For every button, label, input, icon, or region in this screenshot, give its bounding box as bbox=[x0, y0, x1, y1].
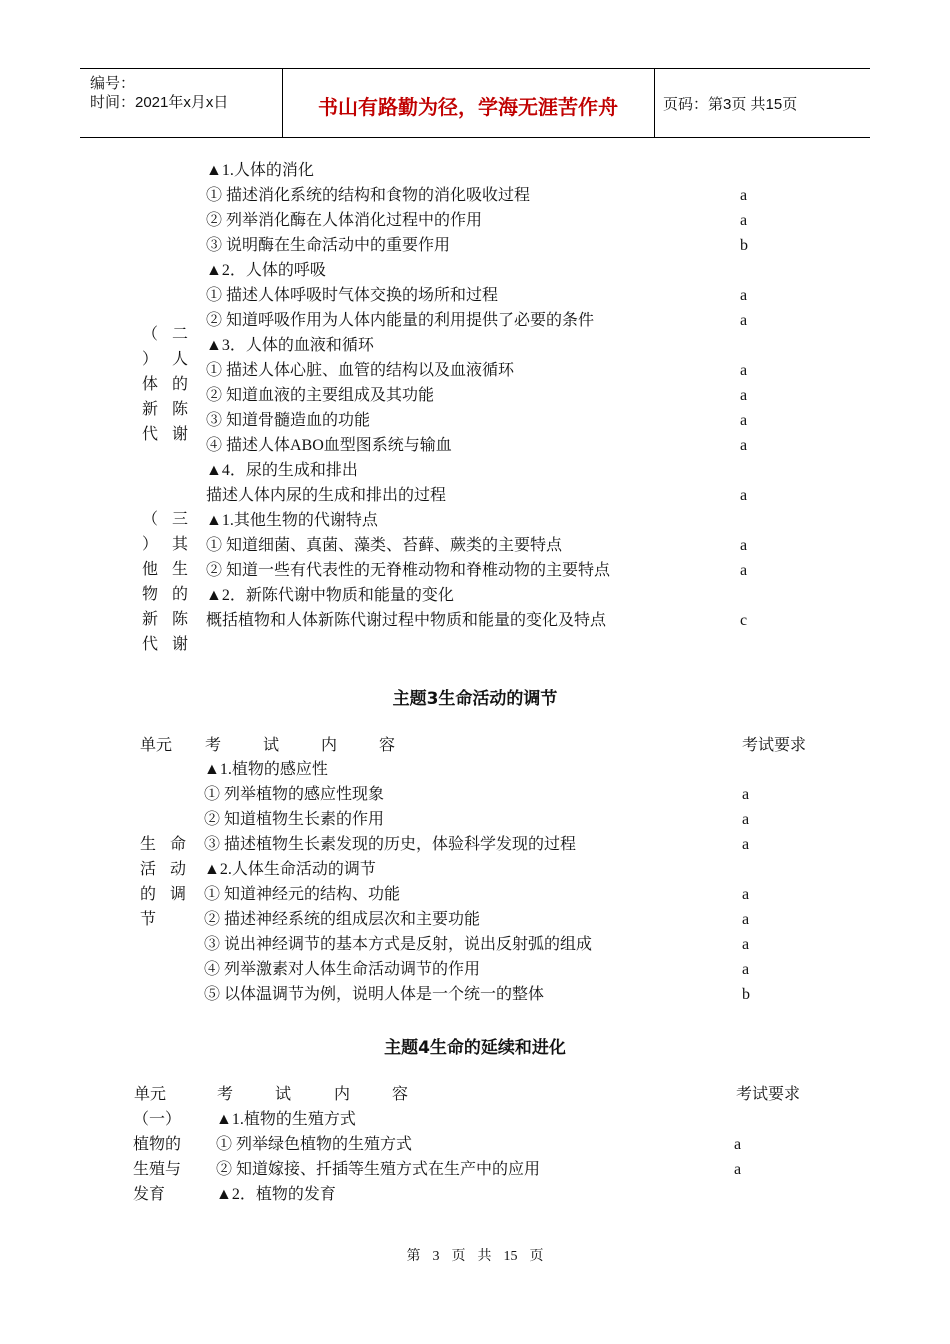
content-row-requirement: a bbox=[742, 811, 750, 828]
page-number-label: 页码：第3页 共15页 bbox=[663, 96, 798, 113]
column-header-content-3: 内 bbox=[334, 1086, 351, 1103]
content-row-text: ② 知道血液的主要组成及其功能 bbox=[206, 387, 435, 404]
content-row-text: ④ 描述人体ABO血型图系统与输血 bbox=[206, 437, 452, 454]
content-row-requirement: a bbox=[740, 187, 748, 204]
content-row-text: ① 列举绿色植物的生殖方式 bbox=[216, 1136, 413, 1153]
content-row-text: ③ 说出神经调节的基本方式是反射，说出反射弧的组成 bbox=[204, 936, 593, 953]
column-header-content-4: 容 bbox=[392, 1086, 409, 1103]
page-footer bbox=[0, 1245, 950, 1265]
content-row-requirement: a bbox=[740, 562, 748, 579]
unit-label-line: （三 bbox=[142, 511, 188, 528]
content-row-text: ▲1.植物的感应性 bbox=[204, 761, 328, 778]
content-row-requirement: c bbox=[740, 612, 748, 629]
column-header-content-4: 容 bbox=[379, 737, 396, 754]
content-row-requirement: a bbox=[742, 786, 750, 803]
content-row-text: ▲2.人体生命活动的调节 bbox=[204, 861, 376, 878]
content-row-text: ▲3．人体的血液和循环 bbox=[206, 337, 374, 354]
footer-ye: 页 bbox=[529, 1249, 544, 1264]
unit-label-human-metabolism bbox=[142, 322, 188, 447]
date-label: 时间：2021年x月x日 bbox=[90, 94, 229, 111]
content-row-requirement: a bbox=[742, 836, 750, 853]
content-row-text: ② 知道一些有代表性的无脊椎动物和脊椎动物的主要特点 bbox=[206, 562, 611, 579]
motto: 书山有路勤为径，学海无涯苦作舟 bbox=[318, 95, 618, 119]
content-row-text: ▲2．植物的发育 bbox=[216, 1186, 336, 1203]
content-row-requirement: a bbox=[742, 911, 750, 928]
theme4-title: 主题4生命的延续和进化 bbox=[384, 1038, 566, 1058]
content-row-requirement: a bbox=[740, 387, 748, 404]
unit-label-line: 植物的 bbox=[133, 1136, 182, 1153]
unit-label-other-metabolism bbox=[142, 507, 188, 657]
content-row-text: ② 列举消化酶在人体消化过程中的作用 bbox=[206, 212, 483, 229]
content-row-requirement: a bbox=[742, 936, 750, 953]
column-header-unit: 单元 bbox=[134, 1086, 167, 1103]
content-row-requirement: a bbox=[740, 287, 748, 304]
unit-label-line: 的调 bbox=[140, 886, 186, 903]
footer-total-pages: 15 bbox=[503, 1249, 518, 1264]
unit-label-line: （二 bbox=[142, 326, 188, 343]
unit-label-line: （一） bbox=[133, 1111, 182, 1128]
content-row-text: 概括植物和人体新陈代谢过程中物质和能量的变化及特点 bbox=[206, 612, 607, 629]
column-header-content-2: 试 bbox=[263, 737, 280, 754]
content-row-text: ▲1.植物的生殖方式 bbox=[216, 1111, 356, 1128]
content-row-text: ▲2．人体的呼吸 bbox=[206, 262, 326, 279]
content-row-text: ① 知道细菌、真菌、藻类、苔藓、蕨类的主要特点 bbox=[206, 537, 563, 554]
unit-label-life-regulation bbox=[140, 832, 186, 932]
content-row-text: ⑤ 以体温调节为例，说明人体是一个统一的整体 bbox=[204, 986, 545, 1003]
column-header-content-1: 考 bbox=[205, 737, 222, 754]
column-header-content-1: 考 bbox=[217, 1086, 234, 1103]
content-row-text: ▲2．新陈代谢中物质和能量的变化 bbox=[206, 587, 454, 604]
content-row-requirement: a bbox=[740, 437, 748, 454]
content-row-requirement: b bbox=[740, 237, 748, 254]
column-header-content-3: 内 bbox=[321, 737, 338, 754]
content-row-text: ▲1.人体的消化 bbox=[206, 162, 314, 179]
content-row-text: ① 列举植物的感应性现象 bbox=[204, 786, 385, 803]
unit-label-line: 他生 bbox=[142, 561, 188, 578]
unit-label-line: 代谢 bbox=[142, 636, 188, 653]
unit-label-line: 生殖与 bbox=[133, 1161, 182, 1178]
content-row-text: ② 知道嫁接、扦插等生殖方式在生产中的应用 bbox=[216, 1161, 541, 1178]
unit-label-line: ）人 bbox=[142, 351, 188, 368]
content-row-requirement: a bbox=[740, 412, 748, 429]
unit-label-line: 发育 bbox=[133, 1186, 166, 1203]
content-row-text: ▲4．尿的生成和排出 bbox=[206, 462, 358, 479]
content-row-text: ② 知道呼吸作用为人体内能量的利用提供了必要的条件 bbox=[206, 312, 595, 329]
theme3-title: 主题3生命活动的调节 bbox=[392, 689, 558, 709]
content-row-requirement: b bbox=[742, 986, 750, 1003]
column-header-content-2: 试 bbox=[275, 1086, 292, 1103]
content-row-requirement: a bbox=[740, 312, 748, 329]
content-row-text: ① 知道神经元的结构、功能 bbox=[204, 886, 401, 903]
footer-gong: 共 bbox=[477, 1249, 492, 1264]
page-header bbox=[80, 68, 870, 138]
unit-label-line: 新陈 bbox=[142, 611, 188, 628]
footer-page-number: 3 bbox=[432, 1249, 440, 1264]
header-right-cell bbox=[655, 69, 869, 137]
header-left-cell bbox=[80, 69, 283, 137]
unit-label-line: ）其 bbox=[142, 536, 188, 553]
unit-label-line: 节 bbox=[140, 911, 157, 928]
unit-label-line: 代谢 bbox=[142, 426, 188, 443]
content-row-text: ③ 知道骨髓造血的功能 bbox=[206, 412, 371, 429]
content-row-requirement: a bbox=[740, 487, 748, 504]
footer-di: 第 bbox=[406, 1249, 421, 1264]
content-row-text: ▲1.其他生物的代谢特点 bbox=[206, 512, 378, 529]
unit-label-line: 体的 bbox=[142, 376, 188, 393]
content-row-text: ④ 列举激素对人体生命活动调节的作用 bbox=[204, 961, 481, 978]
content-row-requirement: a bbox=[742, 961, 750, 978]
serial-number-label: 编号： bbox=[90, 75, 136, 92]
unit-label-line: 活动 bbox=[140, 861, 186, 878]
unit-label-line: 新陈 bbox=[142, 401, 188, 418]
footer-ye: 页 bbox=[451, 1249, 466, 1264]
content-row-requirement: a bbox=[740, 212, 748, 229]
content-row-text: ① 描述消化系统的结构和食物的消化吸收过程 bbox=[206, 187, 531, 204]
content-row-text: ③ 说明酶在生命活动中的重要作用 bbox=[206, 237, 451, 254]
content-row-requirement: a bbox=[740, 537, 748, 554]
header-center-cell bbox=[282, 69, 655, 137]
unit-label-plant-reproduction bbox=[133, 1107, 193, 1207]
unit-label-line: 生命 bbox=[140, 836, 186, 853]
column-header-requirement: 考试要求 bbox=[742, 737, 807, 754]
content-row-text: 描述人体内尿的生成和排出的过程 bbox=[206, 487, 447, 504]
content-row-text: ① 描述人体心脏、血管的结构以及血液循环 bbox=[206, 362, 515, 379]
content-row-requirement: a bbox=[742, 886, 750, 903]
unit-label-line: 物的 bbox=[142, 586, 188, 603]
column-header-unit: 单元 bbox=[140, 737, 173, 754]
content-row-text: ① 描述人体呼吸时气体交换的场所和过程 bbox=[206, 287, 499, 304]
content-row-text: ③ 描述植物生长素发现的历史，体验科学发现的过程 bbox=[204, 836, 577, 853]
content-row-text: ② 描述神经系统的组成层次和主要功能 bbox=[204, 911, 481, 928]
content-row-text: ② 知道植物生长素的作用 bbox=[204, 811, 385, 828]
content-row-requirement: a bbox=[740, 362, 748, 379]
column-header-requirement: 考试要求 bbox=[736, 1086, 801, 1103]
content-row-requirement: a bbox=[734, 1136, 742, 1153]
content-row-requirement: a bbox=[734, 1161, 742, 1178]
